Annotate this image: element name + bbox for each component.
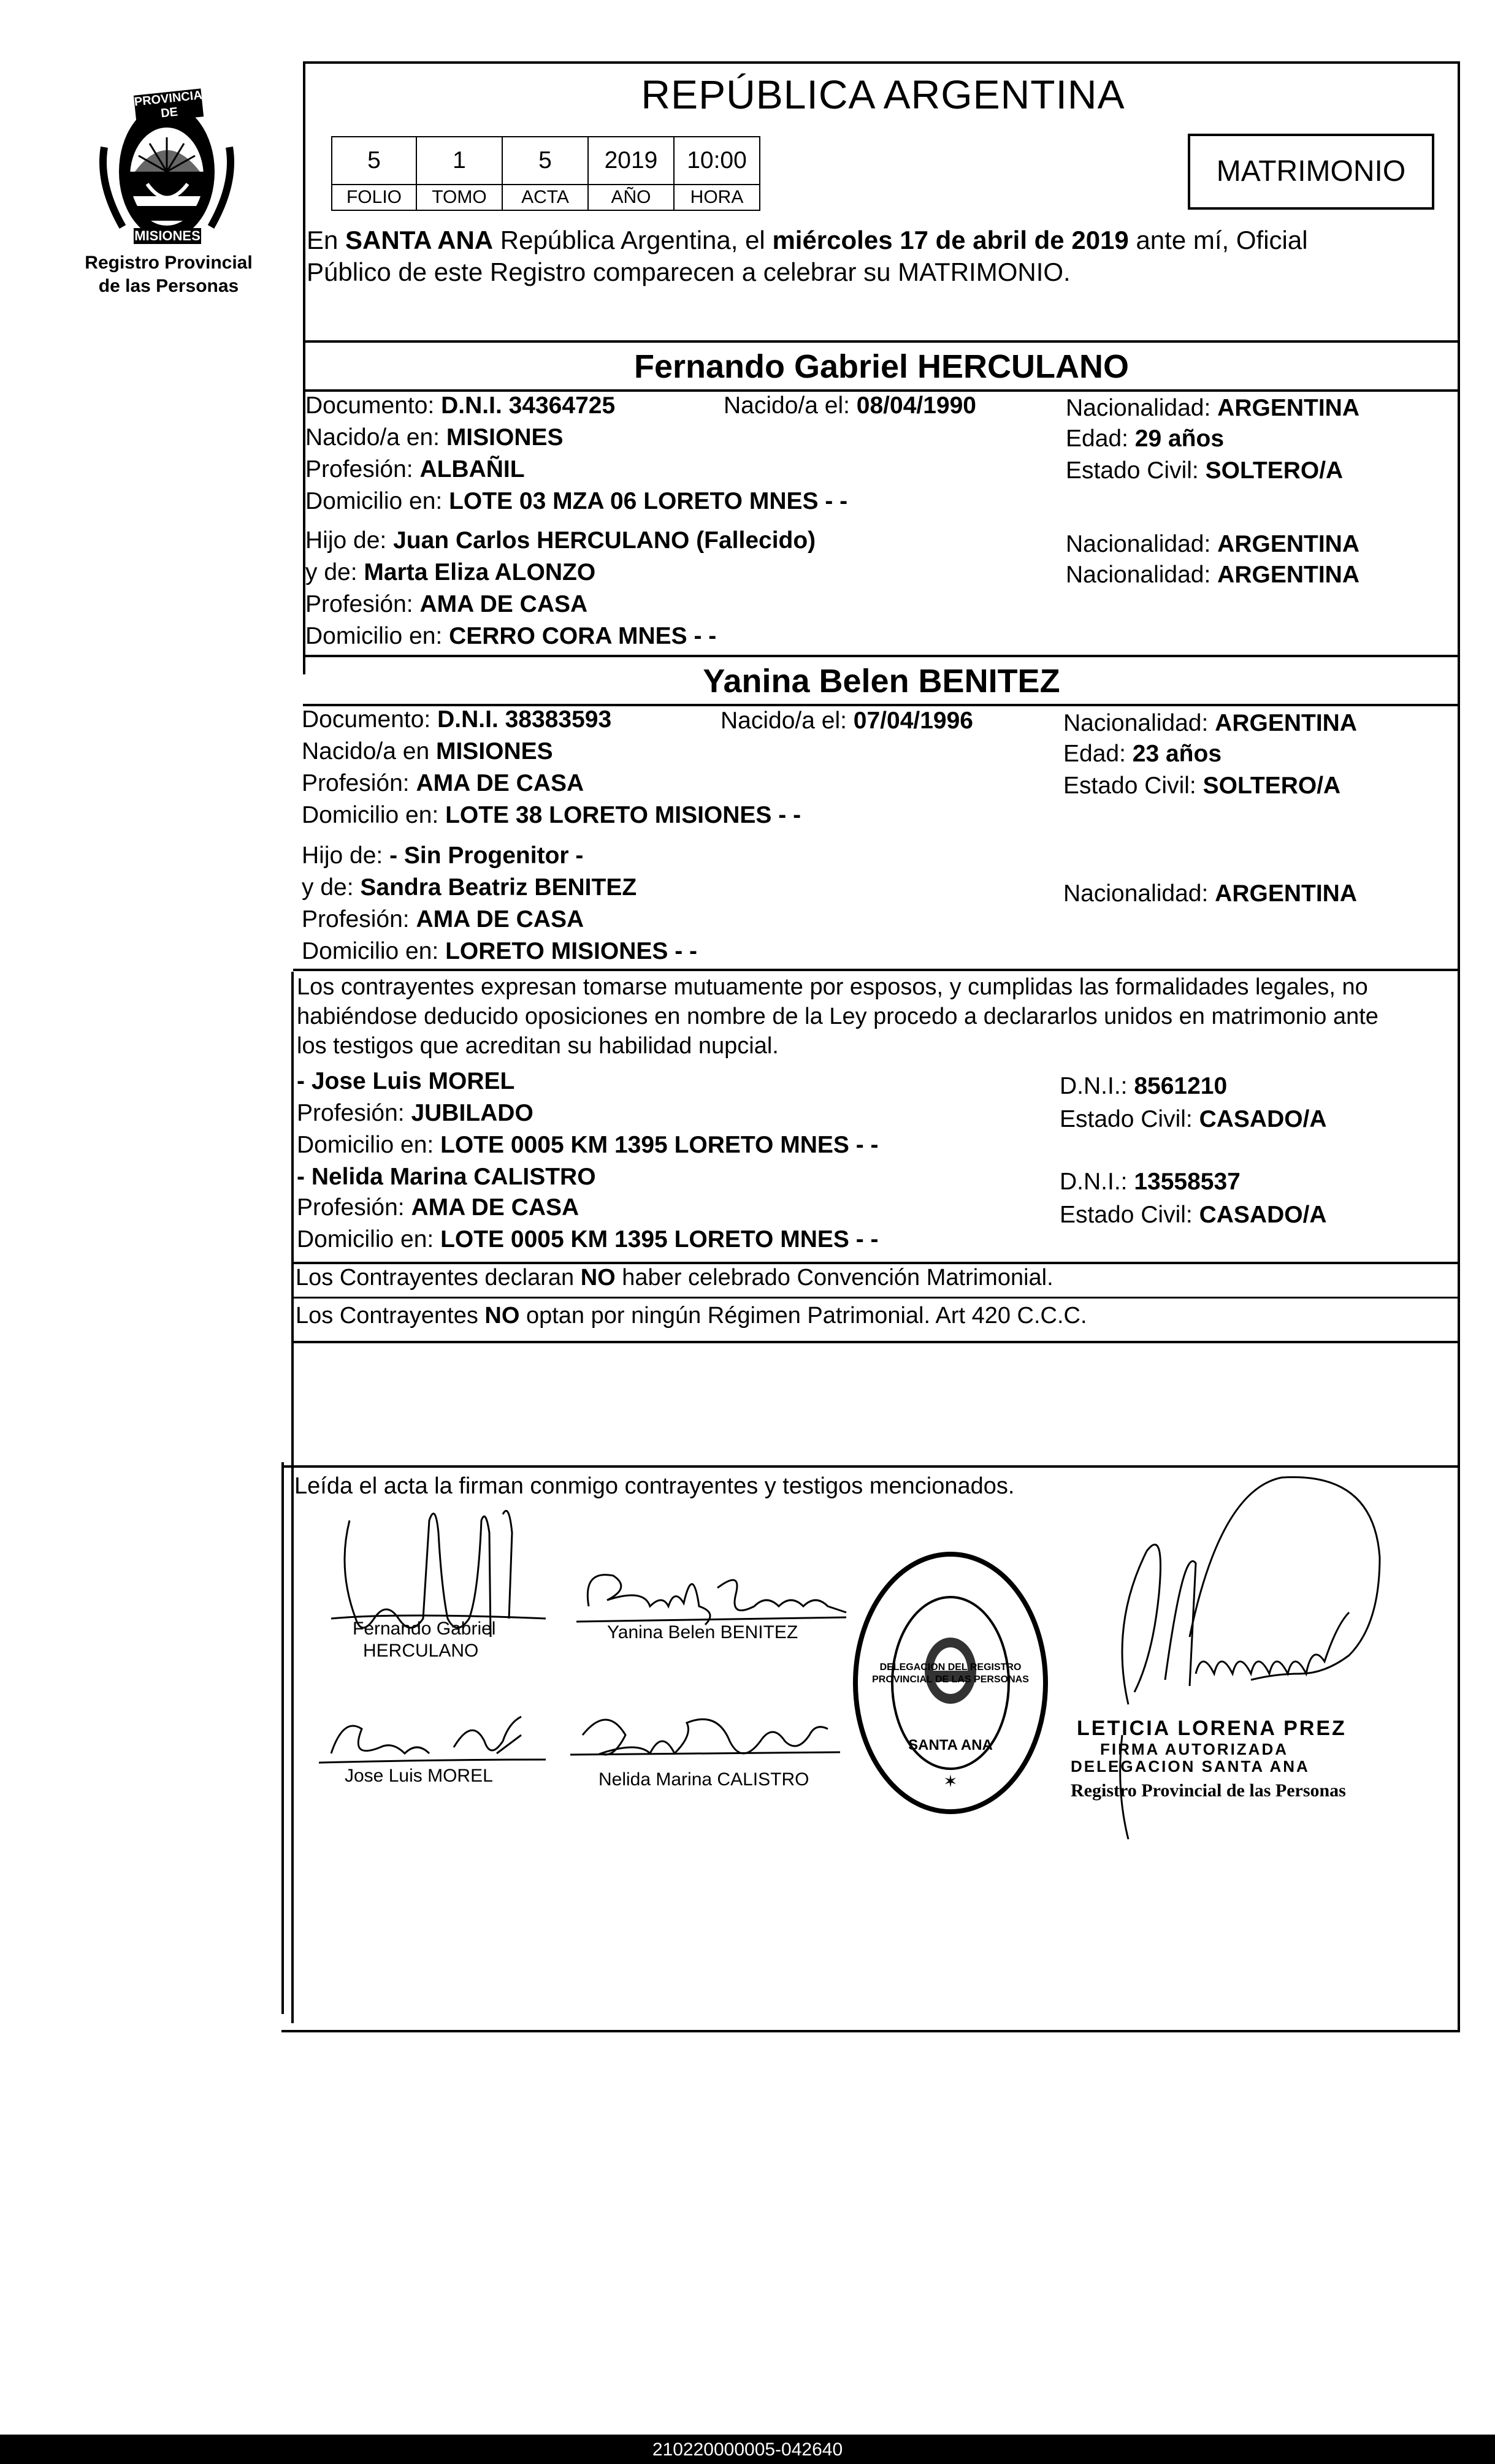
field-label: Estado Civil: [1066,457,1206,484]
regime-text: haber celebrado Convención Matrimonial. [615,1265,1053,1291]
witness2-civil-status [1060,1199,1327,1231]
field-label: Domicilio en: [297,1226,441,1253]
declaration-line2: habiéndose deducido oposiciones en nombre de la Ley procedo a declararlos unidos en matrimonio ante [297,1004,1378,1029]
groom-sign-name-line2: HERCULANO [363,1641,479,1661]
seal-top-text: PROVINCIA DE [134,88,204,123]
bride-address [302,799,801,831]
field-value: SOLTERO/A [1202,772,1341,799]
field-value: D.N.I. 34364725 [441,392,616,419]
registry-name-line1: Registro Provincial [85,253,253,273]
groom-father-nationality [1066,528,1359,560]
bride-birthdate [721,705,973,737]
bride-birthplace [302,736,553,768]
svg-text:✶: ✶ [943,1772,958,1791]
page-title: REPÚBLICA ARGENTINA [641,72,1125,117]
bride-sign-name: Yanina Belen BENITEZ [607,1622,798,1642]
witness1-profession [297,1097,533,1129]
divider-bride-top [303,655,1460,657]
witness1-dni [1060,1070,1227,1102]
groom-sign-name-line1: Fernando Gabriel [353,1619,496,1639]
field-value: AMA DE CASA [416,906,584,933]
field-value: SOLTERO/A [1205,457,1344,484]
bride-name: Yanina Belen BENITEZ [703,663,1060,700]
field-value: AMA DE CASA [411,1194,579,1221]
bride-nationality [1063,708,1357,739]
groom-document [305,390,615,422]
intro-line2: Público de este Registro comparecen a celebrar su MATRIMONIO. [307,257,1071,286]
witness2-dni [1060,1166,1241,1198]
groom-nationality [1066,392,1359,424]
field-value: Juan Carlos HERCULANO (Fallecido) [393,527,816,554]
intro-text: En [307,226,346,254]
official-name: LETICIA LORENA PREZ [1077,1717,1347,1740]
field-label: y de: [305,559,364,585]
field-label: Documento: [305,392,442,419]
field-value: ARGENTINA [1217,562,1360,588]
field-value: LOTE 38 LORETO MISIONES - - [445,802,801,828]
field-value: JUBILADO [411,1100,533,1126]
field-value: 13558537 [1134,1169,1241,1195]
field-value: ARGENTINA [1217,531,1360,557]
declaration-line3: los testigos que acreditan su habilidad nupcial. [297,1033,779,1059]
seal-bottom-text: MISIONES [134,228,201,243]
field-value: ARGENTINA [1215,880,1358,907]
divider-groom-top [303,340,1460,343]
groom-age [1066,423,1224,455]
groom-birthdate [724,390,976,422]
groom-mother-nationality [1066,559,1359,591]
witness2-sign-name: Nelida Marina CALISTRO [598,1769,809,1790]
field-label: Profesión: [297,1100,411,1126]
field-value: 8561210 [1134,1073,1228,1099]
field-label: Nacionalidad: [1063,880,1215,907]
stamp-ring-text: DELEGACION DEL REGISTRO PROVINCIAL DE LAS PERSONAS [872,1662,1029,1685]
field-label: Nacionalidad: [1066,395,1218,421]
groom-address [305,486,847,517]
field-value: ALBAÑIL [419,456,525,483]
groom-name: Fernando Gabriel HERCULANO [633,348,1130,385]
field-label: Profesión: [305,591,420,617]
stamp-inner-text: SANTA ANA [908,1737,993,1753]
frame-bottom [281,2030,1460,2032]
regime-text: Los Contrayentes declaran [296,1265,581,1291]
field-label: Profesión: [297,1194,411,1221]
witness2-profession [297,1192,579,1224]
divider-notes [293,1341,1460,1343]
field-label: D.N.I.: [1060,1073,1134,1099]
record-type-box [1188,134,1434,210]
field-label: Nacionalidad: [1063,710,1215,736]
frame-left-bottom [281,1462,284,2014]
bride-parents-address [302,936,697,967]
field-value: LORETO MISIONES - - [445,938,698,964]
groom-mother [305,557,595,589]
closing-text: Leída el acta la firman conmigo contrayentes y testigos mencionados. [294,1473,1015,1499]
field-value: 23 años [1132,741,1222,767]
regime-text: optan por ningún Régimen Patrimonial. Art 420 C.C.C. [519,1303,1087,1329]
field-label: y de: [302,874,361,901]
document-code: 210220000005-042640 [652,2439,843,2460]
year-label: AÑO [587,184,675,211]
frame-left-lower [291,972,294,2023]
groom-parents-profession [305,589,587,620]
bride-father [302,840,583,872]
groom-profession [305,454,525,486]
regime-text: Los Contrayentes [296,1303,485,1329]
field-label: Profesión: [305,456,420,483]
bride-mother [302,872,637,904]
official-registry: Registro Provincial de las Personas [1071,1780,1346,1801]
field-label: Edad: [1066,425,1135,452]
witness1-name: - Jose Luis MOREL [297,1068,515,1094]
groom-parents-address [305,620,716,652]
groom-father [305,525,816,557]
registry-name-line2: de las Personas [98,276,239,296]
hour-value: 10:00 [673,136,760,185]
divider-regime-mid [293,1297,1460,1299]
field-value: Marta Eliza ALONZO [364,559,596,585]
field-value: LOTE 0005 KM 1395 LORETO MNES - - [440,1132,879,1158]
regime-line1 [296,1262,1053,1294]
field-label: Nacionalidad: [1066,531,1218,557]
field-value: CASADO/A [1199,1202,1327,1228]
official-title: FIRMA AUTORIZADA [1100,1740,1289,1758]
field-value: MISIONES [446,424,564,451]
bride-parents-profession [302,904,584,936]
field-value: D.N.I. 38383593 [437,706,612,733]
hour-label: HORA [673,184,760,211]
year-value: 2019 [587,136,675,185]
frame-top [303,61,1460,64]
field-label: Documento: [302,706,438,733]
field-value: AMA DE CASA [419,591,588,617]
field-value: LOTE 03 MZA 06 LORETO MNES - - [449,488,848,514]
intro-text: República Argentina, el [493,226,773,254]
field-value: Sandra Beatriz BENITEZ [360,874,637,901]
official-office: DELEGACION SANTA ANA [1071,1757,1310,1776]
record-type-label: MATRIMONIO [1216,155,1406,188]
groom-civil-status [1066,455,1343,487]
field-value: 07/04/1996 [853,708,973,734]
regime-no: NO [580,1265,616,1291]
witness1-civil-status [1060,1104,1327,1135]
field-value: ARGENTINA [1217,395,1360,421]
field-label: Profesión: [302,906,416,933]
folio-label: FOLIO [331,184,417,211]
field-label: Hijo de: [302,842,390,869]
field-label: Estado Civil: [1060,1106,1199,1132]
regime-line2 [296,1300,1087,1332]
acta-value: 5 [502,136,589,185]
field-value: 08/04/1990 [856,392,976,419]
declaration-line1: Los contrayentes expresan tomarse mutuamente por esposos, y cumplidas las formalidades legales, no [297,974,1368,1000]
field-label: Nacido/a en: [305,424,446,451]
intro-line1 [307,224,1308,256]
field-value: 29 años [1134,425,1225,452]
witness1-sign-name: Jose Luis MOREL [345,1766,493,1786]
field-label: Domicilio en: [302,938,446,964]
field-label: Domicilio en: [297,1132,441,1158]
divider-closing [283,1465,1460,1468]
field-label: Hijo de: [305,527,394,554]
field-value: MISIONES [435,738,553,765]
field-value: CASADO/A [1199,1106,1327,1132]
field-label: Estado Civil: [1063,772,1203,799]
bride-mother-nationality [1063,878,1357,910]
intro-place: SANTA ANA [345,226,494,254]
field-label: Domicilio en: [305,623,449,649]
field-label: Nacido/a el: [721,708,854,734]
field-label: Nacido/a en [302,738,436,765]
bride-profession [302,768,584,799]
witness1-address [297,1129,879,1161]
field-value: LOTE 0005 KM 1395 LORETO MNES - - [440,1226,879,1253]
registry-stamp [846,1542,1055,1824]
tomo-value: 1 [416,136,503,185]
bride-age [1063,738,1222,770]
field-value: CERRO CORA MNES - - [449,623,717,649]
intro-date: miércoles 17 de abril de 2019 [772,226,1129,254]
field-label: Edad: [1063,741,1133,767]
field-label: Nacionalidad: [1066,562,1218,588]
registry-logo [92,88,239,251]
footer-bar [0,2435,1495,2464]
groom-birthplace [305,422,564,454]
field-value: - Sin Progenitor - [389,842,584,869]
witness2-name: - Nelida Marina CALISTRO [297,1164,596,1190]
field-label: Estado Civil: [1060,1202,1199,1228]
bride-civil-status [1063,770,1340,802]
tomo-label: TOMO [416,184,503,211]
regime-no: NO [484,1303,520,1329]
folio-value: 5 [331,136,417,185]
field-label: Profesión: [302,770,416,796]
field-value: AMA DE CASA [416,770,584,796]
acta-label: ACTA [502,184,589,211]
field-label: D.N.I.: [1060,1169,1134,1195]
field-label: Domicilio en: [302,802,446,828]
field-label: Nacido/a el: [724,392,857,419]
field-value: ARGENTINA [1215,710,1358,736]
witness2-address [297,1224,879,1256]
intro-text: ante mí, Oficial [1128,226,1308,254]
bride-document [302,704,611,736]
field-label: Domicilio en: [305,488,449,514]
